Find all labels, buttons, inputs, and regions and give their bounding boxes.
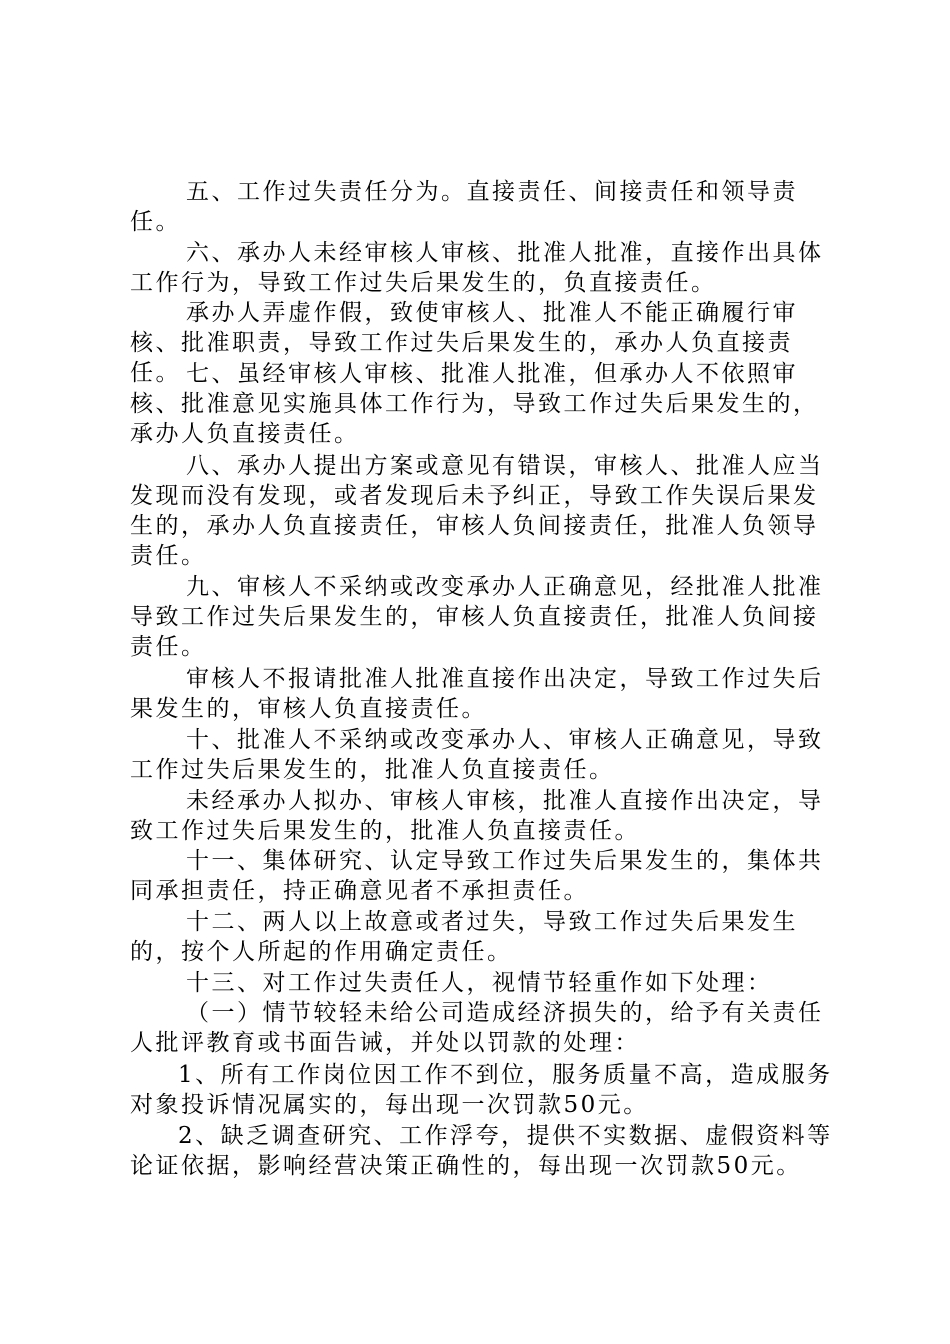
paragraph-13-item-1-1: 1、所有工作岗位因工作不到位，服务质量不高，造成服务对象投诉情况属实的，每出现一次罚款50元。 [130,1062,833,1118]
paragraph-9-sub: 审核人不报请批准人批准直接作出决定，导致工作过失后果发生的，审核人负直接责任。 [130,666,824,722]
paragraph-13-item-1-2: 2、缺乏调查研究、工作浮夸，提供不实数据、虚假资料等论证依据，影响经营决策正确性的，每出现一次罚款50元。 [130,1123,833,1179]
paragraph-12: 十二、两人以上故意或者过失，导致工作过失后果发生的，按个人所起的作用确定责任。 [130,909,798,965]
paragraph-6-sub: 承办人弄虚作假，致使审核人、批准人不能正确履行审核、批准职责，导致工作过失后果发生的，承办人负直接责任。 [130,300,798,386]
paragraph-6: 六、承办人未经审核人审核、批准人批准，直接作出具体工作行为，导致工作过失后果发生的，负直接责任。 [130,240,824,296]
paragraph-10: 十、批准人不采纳或改变承办人、审核人正确意见，导致工作过失后果发生的，批准人负直接责任。 [130,727,824,783]
paragraph-11: 十一、集体研究、认定导致工作过失后果发生的，集体共同承担责任，持正确意见者不承担责任。 [130,848,824,904]
paragraph-13-item-1: （一）情节较轻未给公司造成经济损失的，给予有关责任人批评教育或书面告诫，并处以罚款的处理： [130,1000,824,1056]
paragraph-13: 十三、对工作过失责任人，视情节轻重作如下处理： [186,970,773,996]
paragraph-10-sub: 未经承办人拟办、审核人审核，批准人直接作出决定，导致工作过失后果发生的，批准人负直接责任。 [130,788,824,844]
paragraph-5: 五、工作过失责任分为。直接责任、间接责任和领导责任。 [130,179,798,235]
paragraph-7: 七、虽经审核人审核、批准人批准，但承办人不依照审核、批准意见实施具体工作行为，导致工作过失后果发生的，承办人负直接责任。 [130,361,819,447]
paragraph-9: 九、审核人不采纳或改变承办人正确意见，经批准人批准导致工作过失后果发生的，审核人负直接责任，批准人负间接责任。 [130,574,824,660]
paragraph-8: 八、承办人提出方案或意见有错误，审核人、批准人应当发现而没有发现，或者发现后未予纠正，导致工作失误后果发生的，承办人负直接责任，审核人负间接责任，批准人负领导责任。 [130,453,824,569]
